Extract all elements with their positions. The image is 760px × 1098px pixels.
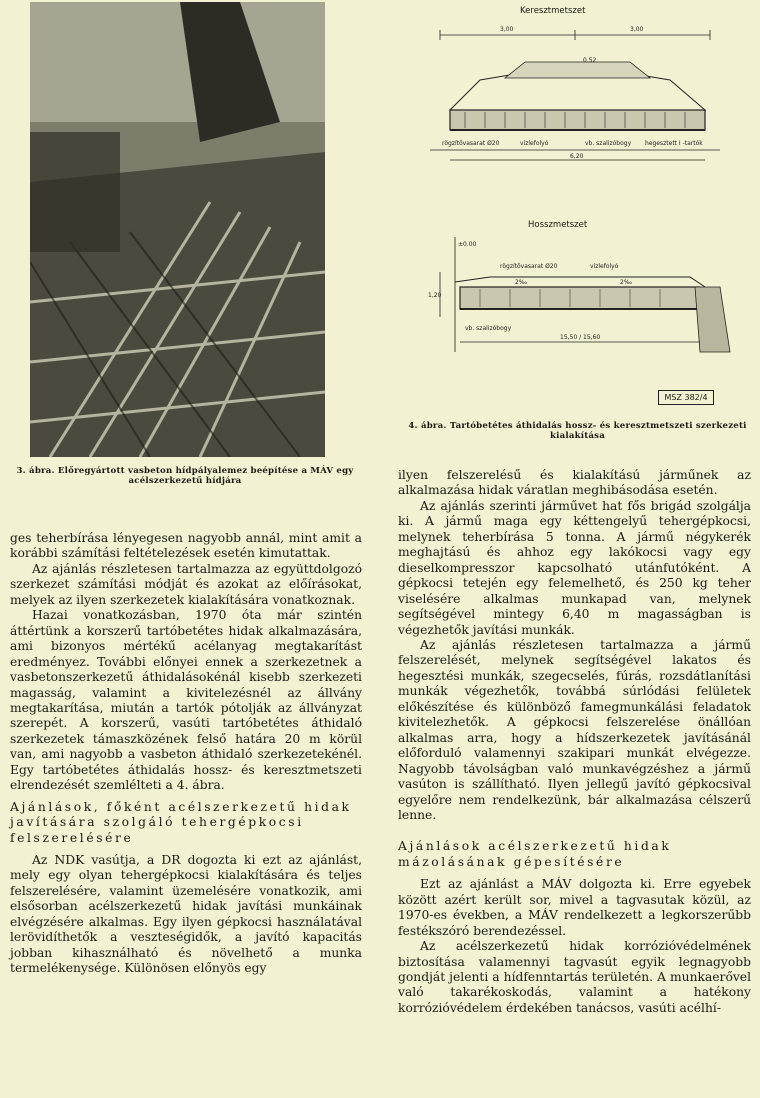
bridge-construction-photo — [30, 2, 325, 457]
left-section-heading: Ajánlások, főként acélszerkezetű hidak javítására szolgáló tehergépkocsi felszerelésére — [10, 799, 352, 845]
long-level: ±0.00 — [458, 241, 477, 248]
long-height-label: 1,20 — [428, 292, 442, 299]
cross-dim-left: 3,00 — [500, 26, 514, 33]
left-paragraph-1: ges teherbírása lényegesen nagyobb annál, mint amit a korábbi számítási feltételezések esetén kimutattak. — [10, 531, 362, 561]
long-rebar-label: rögzítővasarat Ø20 — [500, 263, 558, 270]
long-slope-1: 2‰ — [515, 279, 527, 286]
right-paragraph-5: Az acélszerkezetű hidak korrózióvédelmének biztosítása valamennyi tagvasút egyik legnagyobb gondját jelenti a hídfenntartás területén. A munkaerővel való takarékoskodás, valamint a hatékony korrózióvédelem érdekében tanácsos, vasúti acélhí- — [398, 939, 751, 1015]
cross-tie-label: vízlefolyó — [520, 140, 549, 147]
longitudinal-section-drawing — [420, 232, 755, 382]
cross-section-title: Keresztmetszet — [520, 6, 586, 16]
right-column — [398, 468, 751, 1016]
figure4-caption-text: Tartóbetétes áthidalás hossz- és keresztmetszeti szerkezeti kialakítása — [449, 421, 747, 441]
right-paragraph-4: Ezt az ajánlást a MÁV dolgozta ki. Erre egyebek között azért került sor, mivel a tagvasutak közül, az 1970-es években, a MÁV rendelkezett a legkorszerűbb festékszóró berendezéssel. — [398, 877, 751, 938]
standard-stamp: MSZ 382/4 — [658, 390, 714, 405]
cross-dim-bottom: 6,20 — [570, 153, 584, 160]
left-paragraph-2: Az ajánlás részletesen tartalmazza az együttdolgozó szerkezet számítási módját és azokat az előírásokat, melyek az ilyen szerkezetek kialakítására vonatkoznak. — [10, 561, 362, 607]
cross-rail-label: hegesztett I -tartók — [645, 140, 703, 147]
left-column — [10, 531, 362, 977]
cross-rebar-label: rögzítővasarat Ø20 — [442, 140, 500, 147]
right-paragraph-2: Az ajánlás szerinti járművet hat fős brigád szolgálja ki. A jármű maga egy kéttengelyű tehergépkocsi, melynek teherbírása 5 tonna. A jármű négykerék meghajtású és ahhoz egy lakókocsi vagy egy dieselkompresszor kapcsolható utánfutóként. A gépkocsi tetején egy felemelhető, és 250 kg teher viselésére alkalmas munkapad van, melynek segítségével mintegy 6,40 m magasságban is végezhetők javítási munkák. — [398, 498, 751, 637]
left-paragraph-3: Hazai vonatkozásban, 1970 óta már szintén áttértünk a korszerű tartóbetétes hidak alkalmazására, ami bizonyos mértékű acélanyag megtakarítást eredményez. További előnyei ennek a szerkezetnek a vasbetonszerkezetű áthidalásokénál kisebb szerkezeti magasság, valamint a kivitelezésnél az állvány megtakarítása, miután a tartók pótolják az állványzat szerepét. A korszerű, vasúti tartóbetétes áthidaló szerkezetek támaszközének felső határa 20 m körül van, ami nagyobb a vasbeton áthidaló szerkezetekénél. Egy tartóbetétes áthidalás hossz- és keresztmetszeti elrendezését szemlélteti a 4. ábra. — [10, 608, 362, 793]
left-paragraph-4: Az NDK vasútja, a DR dogozta ki ezt az ajánlást, mely egy olyan tehergépkocsi kialakítására és teljes felszerelésére, valamint üzemelésére vonatkozik, ami elsősorban acélszerkezetű hidak javítási munkáinak elvégzésére alkalmas. Egy ilyen gépkocsi használatával lerövidíthetők a veszteségidők, a javító kapacitás jobban kihasználható és növelhető a munka termelékenysége. Különösen előnyös egy — [10, 852, 362, 976]
figure3-caption — [5, 466, 365, 486]
figure3-caption-number: 3. ábra. — [16, 466, 55, 476]
cross-level: 0.52 — [583, 57, 597, 64]
long-span-label: 15,50 / 15,60 — [560, 334, 601, 341]
figure4-caption — [400, 421, 755, 441]
cross-dim-right: 3,00 — [630, 26, 644, 33]
right-section-heading: Ajánlások acélszerkezetű hidak mázolásának gépesítésére — [398, 839, 672, 869]
figure4-caption-number: 4. ábra. — [408, 421, 447, 431]
long-drainage-label: vízlefolyó — [590, 263, 619, 270]
cross-beam-label: vb. szalizóbogy — [585, 140, 632, 147]
longitudinal-section-title: Hosszmetszet — [528, 220, 588, 230]
cross-section-drawing — [420, 20, 755, 175]
right-paragraph-3: Az ajánlás részletesen tartalmazza a jármű felszerelését, melynek segítségével lakatos és hegesztési munkák, szegecselés, fúrás, rozsdátlanítási munkák végezhetők, továbbá súrlódási felületek előkészítése és különböző famegmunkálási feladatok kivitelezhetők. A gépkocsi felszerelése önállóan alkalmas arra, hogy a hídszerkezetek javításánál előforduló valamennyi szakipari munkát elvégezze. Nagyobb távolságban való munkavégzéshez a jármű vasúton is szállítható. Ilyen jellegű javító gépkocsival egyelőre nem rendelkezünk, bár alkalmazása célszerű lenne. — [398, 637, 751, 822]
figure3-caption-text: Előregyártott vasbeton hídpályalemez beépítése a MÁV egy acélszerkezetű hídjára — [57, 466, 354, 486]
long-beam-label: vb. szalizóbogy — [465, 325, 512, 332]
right-paragraph-1: ilyen felszerelésű és kialakítású járműnek az alkalmazása hidak váratlan meghibásodása esetén. — [398, 468, 751, 498]
long-slope-2: 2‰ — [620, 279, 632, 286]
